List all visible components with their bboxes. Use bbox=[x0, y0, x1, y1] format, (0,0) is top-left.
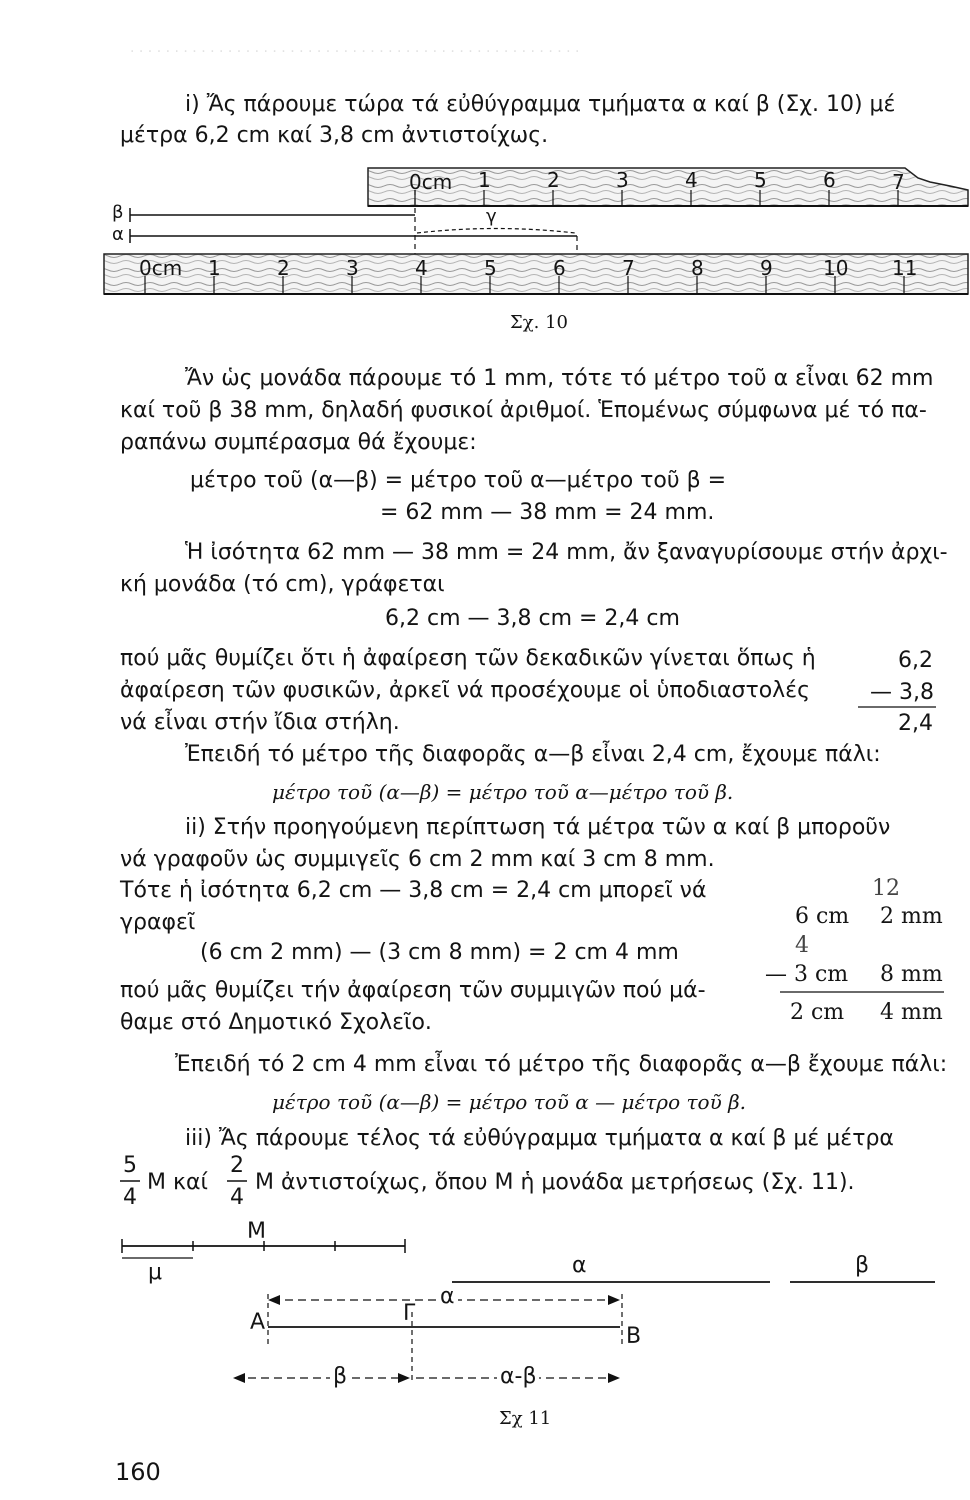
sub2-r1-cm: 6 cm bbox=[795, 904, 850, 929]
p9-text2: Μ ἀντιστοίχως, ὅπου Μ ἡ μονάδα μετρήσεως (Σχ. 11). bbox=[255, 1170, 855, 1195]
fig11-caption: Σχ 11 bbox=[499, 1408, 552, 1429]
eq2: 6,2 cm — 3,8 cm = 2,4 cm bbox=[385, 606, 680, 631]
frac2-den: 4 bbox=[230, 1185, 244, 1210]
p1-line1: i) Ἄς πάρουμε τώρα τά εὐθύγραμμα τμήματα α καί β (Σχ. 10) μέ bbox=[185, 92, 896, 117]
p5: Ἐπειδή τό μέτρο τῆς διαφορᾶς α—β εἶναι 2,4 cm, ἔχουμε πάλι: bbox=[185, 742, 881, 767]
ruler-bottom-tick-11: 11 bbox=[892, 256, 918, 280]
frac1-num: 5 bbox=[123, 1153, 137, 1178]
frac1-den: 4 bbox=[123, 1185, 137, 1210]
p2-line2: καί τοῦ β 38 mm, δηλαδή φυσικοί ἀριθμοί. Ἑπομένως σύμφωνα μέ τό πα- bbox=[120, 398, 927, 423]
fig10-label-gamma: γ bbox=[486, 206, 497, 227]
eq5: μέτρο τοῦ (α—β) = μέτρο τοῦ α — μέτρο τοῦ β. bbox=[272, 1090, 747, 1114]
ruler-top-tick-2: 2 bbox=[547, 168, 560, 192]
gamma-arc bbox=[417, 229, 575, 234]
ruler-top-tick-7: 7 bbox=[892, 170, 905, 194]
sub2-r1-mm: 2 mm bbox=[880, 904, 943, 929]
fig11-label-A: Α bbox=[250, 1310, 266, 1335]
ruler-bottom-tick-9: 9 bbox=[760, 256, 773, 280]
p2-line1: Ἄν ὡς μονάδα πάρουμε τό 1 mm, τότε τό μέτρο τοῦ α εἶναι 62 mm bbox=[185, 366, 934, 391]
ruler-bottom-tick-6: 6 bbox=[553, 256, 566, 280]
p3-line2: κή μονάδα (τό cm), γράφεται bbox=[120, 572, 445, 597]
ruler-top bbox=[368, 168, 968, 206]
sub2-borrow-top: 12 bbox=[872, 876, 900, 901]
frac2-num: 2 bbox=[230, 1153, 244, 1178]
fig10-label-beta: β bbox=[112, 202, 124, 223]
p7-line2: θαμε στό Δημοτικό Σχολεῖο. bbox=[120, 1010, 432, 1035]
p6-line3: Τότε ἡ ἰσότητα 6,2 cm — 3,8 cm = 2,4 cm μπορεῖ νά bbox=[120, 878, 707, 903]
p7-line1: πού μᾶς θυμίζει τήν ἀφαίρεση τῶν συμμιγῶν πού μά- bbox=[120, 978, 706, 1003]
fig10-caption: Σχ. 10 bbox=[510, 312, 568, 333]
ruler-bottom-tick-3: 3 bbox=[346, 256, 359, 280]
page-number: 160 bbox=[115, 1458, 161, 1486]
sub1-a: 6,2 bbox=[898, 648, 933, 673]
p6-line4: γραφεῖ bbox=[120, 910, 196, 935]
ruler-top-tick-4: 4 bbox=[685, 168, 698, 192]
ruler-top-tick-3: 3 bbox=[616, 168, 629, 192]
sub2-borrow-mid: 4 bbox=[795, 933, 809, 958]
sub2-r3-cm: 2 cm bbox=[790, 1000, 845, 1025]
eq4: (6 cm 2 mm) — (3 cm 8 mm) = 2 cm 4 mm bbox=[200, 940, 679, 965]
fig11-label-beta: β bbox=[855, 1253, 870, 1278]
eq1-line2: = 62 mm — 38 mm = 24 mm. bbox=[380, 500, 715, 525]
ruler-bottom-tick-1: 1 bbox=[208, 256, 221, 280]
p8: Ἐπειδή τό 2 cm 4 mm εἶναι τό μέτρο τῆς διαφορᾶς α—β ἔχουμε πάλι: bbox=[175, 1052, 948, 1077]
p6-line2: νά γραφοῦν ὡς συμμιγεῖς 6 cm 2 mm καί 3 cm 8 mm. bbox=[120, 847, 715, 872]
fig11-label-mu: μ bbox=[148, 1260, 162, 1285]
fig10-label-alpha: α bbox=[112, 224, 124, 245]
ruler-top-tick-6: 6 bbox=[823, 168, 836, 192]
fig11-label-B: Β bbox=[626, 1324, 642, 1349]
ruler-bottom-tick-4: 4 bbox=[415, 256, 428, 280]
ruler-bottom-tick-7: 7 bbox=[622, 256, 635, 280]
p4-line1: πού μᾶς θυμίζει ὅτι ἡ ἀφαίρεση τῶν δεκαδικῶν γίνεται ὅπως ἡ bbox=[120, 646, 816, 671]
eq3: μέτρο τοῦ (α—β) = μέτρο τοῦ α—μέτρο τοῦ β. bbox=[272, 780, 734, 804]
ruler-bottom-tick-2: 2 bbox=[277, 256, 290, 280]
ruler-bottom-tick-0: 0cm bbox=[139, 256, 183, 280]
fig11-arrow-alpha: α bbox=[437, 1286, 458, 1308]
ruler-bottom-tick-5: 5 bbox=[484, 256, 497, 280]
fig11-arrow-ab: α-β bbox=[497, 1366, 539, 1388]
fig11-label-M: Μ bbox=[247, 1219, 266, 1244]
p4-line2: ἀφαίρεση τῶν φυσικῶν, ἀρκεῖ νά προσέχουμε οἱ ὑποδιαστολές bbox=[120, 678, 810, 703]
eq1-line1: μέτρο τοῦ (α—β) = μέτρο τοῦ α—μέτρο τοῦ β = bbox=[190, 468, 727, 493]
p4-line3: νά εἶναι στήν ἴδια στήλη. bbox=[120, 710, 400, 735]
fig11-arrow-beta: β bbox=[330, 1366, 350, 1388]
ruler-bottom-tick-8: 8 bbox=[691, 256, 704, 280]
p9-line1: iii) Ἄς πάρουμε τέλος τά εὐθύγραμμα τμήματα α καί β μέ μέτρα bbox=[185, 1126, 894, 1151]
ruler-top-tick-0: 0cm bbox=[409, 170, 453, 194]
p9-text1: Μ καί bbox=[147, 1170, 208, 1195]
figure-11 bbox=[122, 1239, 935, 1380]
ruler-top-tick-5: 5 bbox=[754, 168, 767, 192]
p6-line1: ii) Στήν προηγούμενη περίπτωση τά μέτρα τῶν α καί β μποροῦν bbox=[185, 815, 891, 840]
fig11-label-alpha: α bbox=[572, 1253, 587, 1278]
sub1-b: — 3,8 bbox=[870, 680, 934, 705]
sub2-r2-mm: 8 mm bbox=[880, 962, 943, 987]
fig11-label-G: Γ bbox=[403, 1301, 416, 1326]
sub2-r2-cm: — 3 cm bbox=[765, 962, 849, 987]
p1-line2: μέτρα 6,2 cm καί 3,8 cm ἀντιστοίχως. bbox=[120, 123, 549, 148]
ruler-top-tick-1: 1 bbox=[478, 168, 491, 192]
bleed-through-text: · · · · · · · · · · · · · · · · · · · · · · · · · · · · · · · · · · · · · · · · · · · · · · · · · · · bbox=[130, 44, 580, 60]
ruler-bottom-tick-10: 10 bbox=[823, 256, 849, 280]
sub1-r: 2,4 bbox=[898, 711, 933, 736]
p2-line3: ραπάνω συμπέρασμα θά ἔχουμε: bbox=[120, 430, 477, 455]
p3-line1: Ἡ ἰσότητα 62 mm — 38 mm = 24 mm, ἄν ξαναγυρίσουμε στήν ἀρχι- bbox=[185, 540, 948, 565]
sub2-r3-mm: 4 mm bbox=[880, 1000, 943, 1025]
